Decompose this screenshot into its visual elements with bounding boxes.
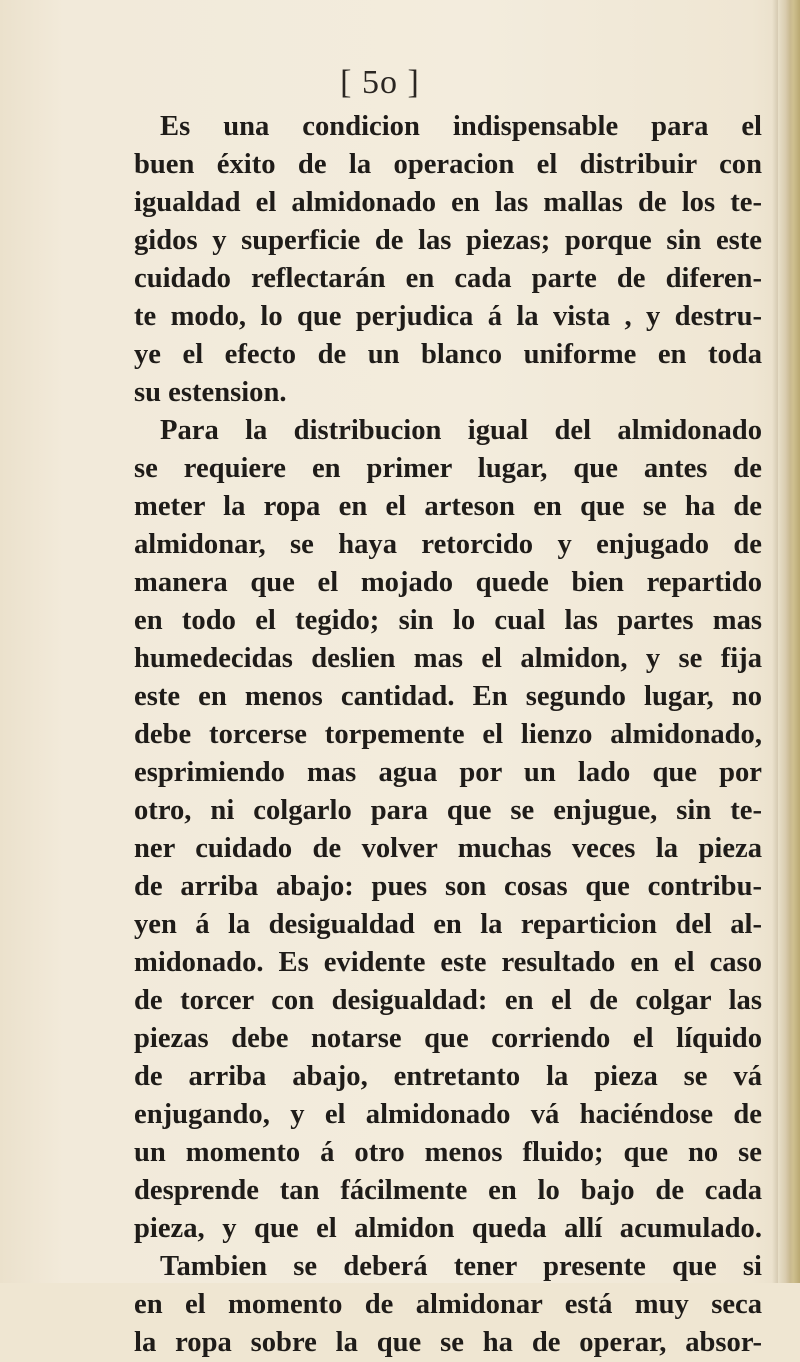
text-line: esprimiendo mas agua por un lado que por [134,757,762,788]
text-line: ner cuidado de volver muchas veces la pieza [134,833,762,864]
text-line: piezas debe notarse que corriendo el líquido [134,1023,762,1054]
text-line: te modo, lo que perjudica á la vista , y destru- [134,301,762,332]
text-line: cuidado reflectarán en cada parte de diferen- [134,263,762,294]
text-line: en todo el tegido; sin lo cual las partes mas [134,605,762,636]
text-line: manera que el mojado quede bien repartido [134,567,762,598]
text-line: debe torcerse torpemente el lienzo almidonado, [134,719,762,750]
text-line: se requiere en primer lugar, que antes de [134,453,762,484]
text-line: humedecidas deslien mas el almidon, y se fija [134,643,762,674]
text-line: meter la ropa en el arteson en que se ha de [134,491,762,522]
text-line: de torcer con desigualdad: en el de colgar las [134,985,762,1016]
text-line: la ropa sobre la que se ha de operar, absor- [134,1327,762,1358]
text-line: igualdad el almidonado en las mallas de los te- [134,187,762,218]
text-line: otro, ni colgarlo para que se enjugue, sin te- [134,795,762,826]
text-line: yen á la desigualdad en la reparticion del al- [134,909,762,940]
text-line: su estension. [134,377,287,408]
text-line: de arriba abajo: pues son cosas que contribu- [134,871,762,902]
page-number: [ 5o ] [340,64,420,101]
text-line: buen éxito de la operacion el distribuir con [134,149,762,180]
text-line: desprende tan fácilmente en lo bajo de cada [134,1175,762,1206]
book-binding-edge [778,0,800,1283]
body-text [134,108,762,1362]
text-line: midonado. Es evidente este resultado en el caso [134,947,762,978]
text-line: este en menos cantidad. En segundo lugar, no [134,681,762,712]
text-line: almidonar, se haya retorcido y enjugado de [134,529,762,560]
text-line: Es una condicion indispensable para el [160,111,762,142]
text-line: un momento á otro menos fluido; que no se [134,1137,762,1168]
text-line: en el momento de almidonar está muy seca [134,1289,762,1320]
text-line: enjugando, y el almidonado vá haciéndose de [134,1099,762,1130]
text-line: pieza, y que el almidon queda allí acumulado. [134,1213,762,1244]
text-line: Para la distribucion igual del almidonado [160,415,762,446]
text-line: gidos y superficie de las piezas; porque sin este [134,225,762,256]
text-line: de arriba abajo, entretanto la pieza se vá [134,1061,762,1092]
text-line: Tambien se deberá tener presente que si [160,1251,762,1282]
text-line: ye el efecto de un blanco uniforme en toda [134,339,762,370]
